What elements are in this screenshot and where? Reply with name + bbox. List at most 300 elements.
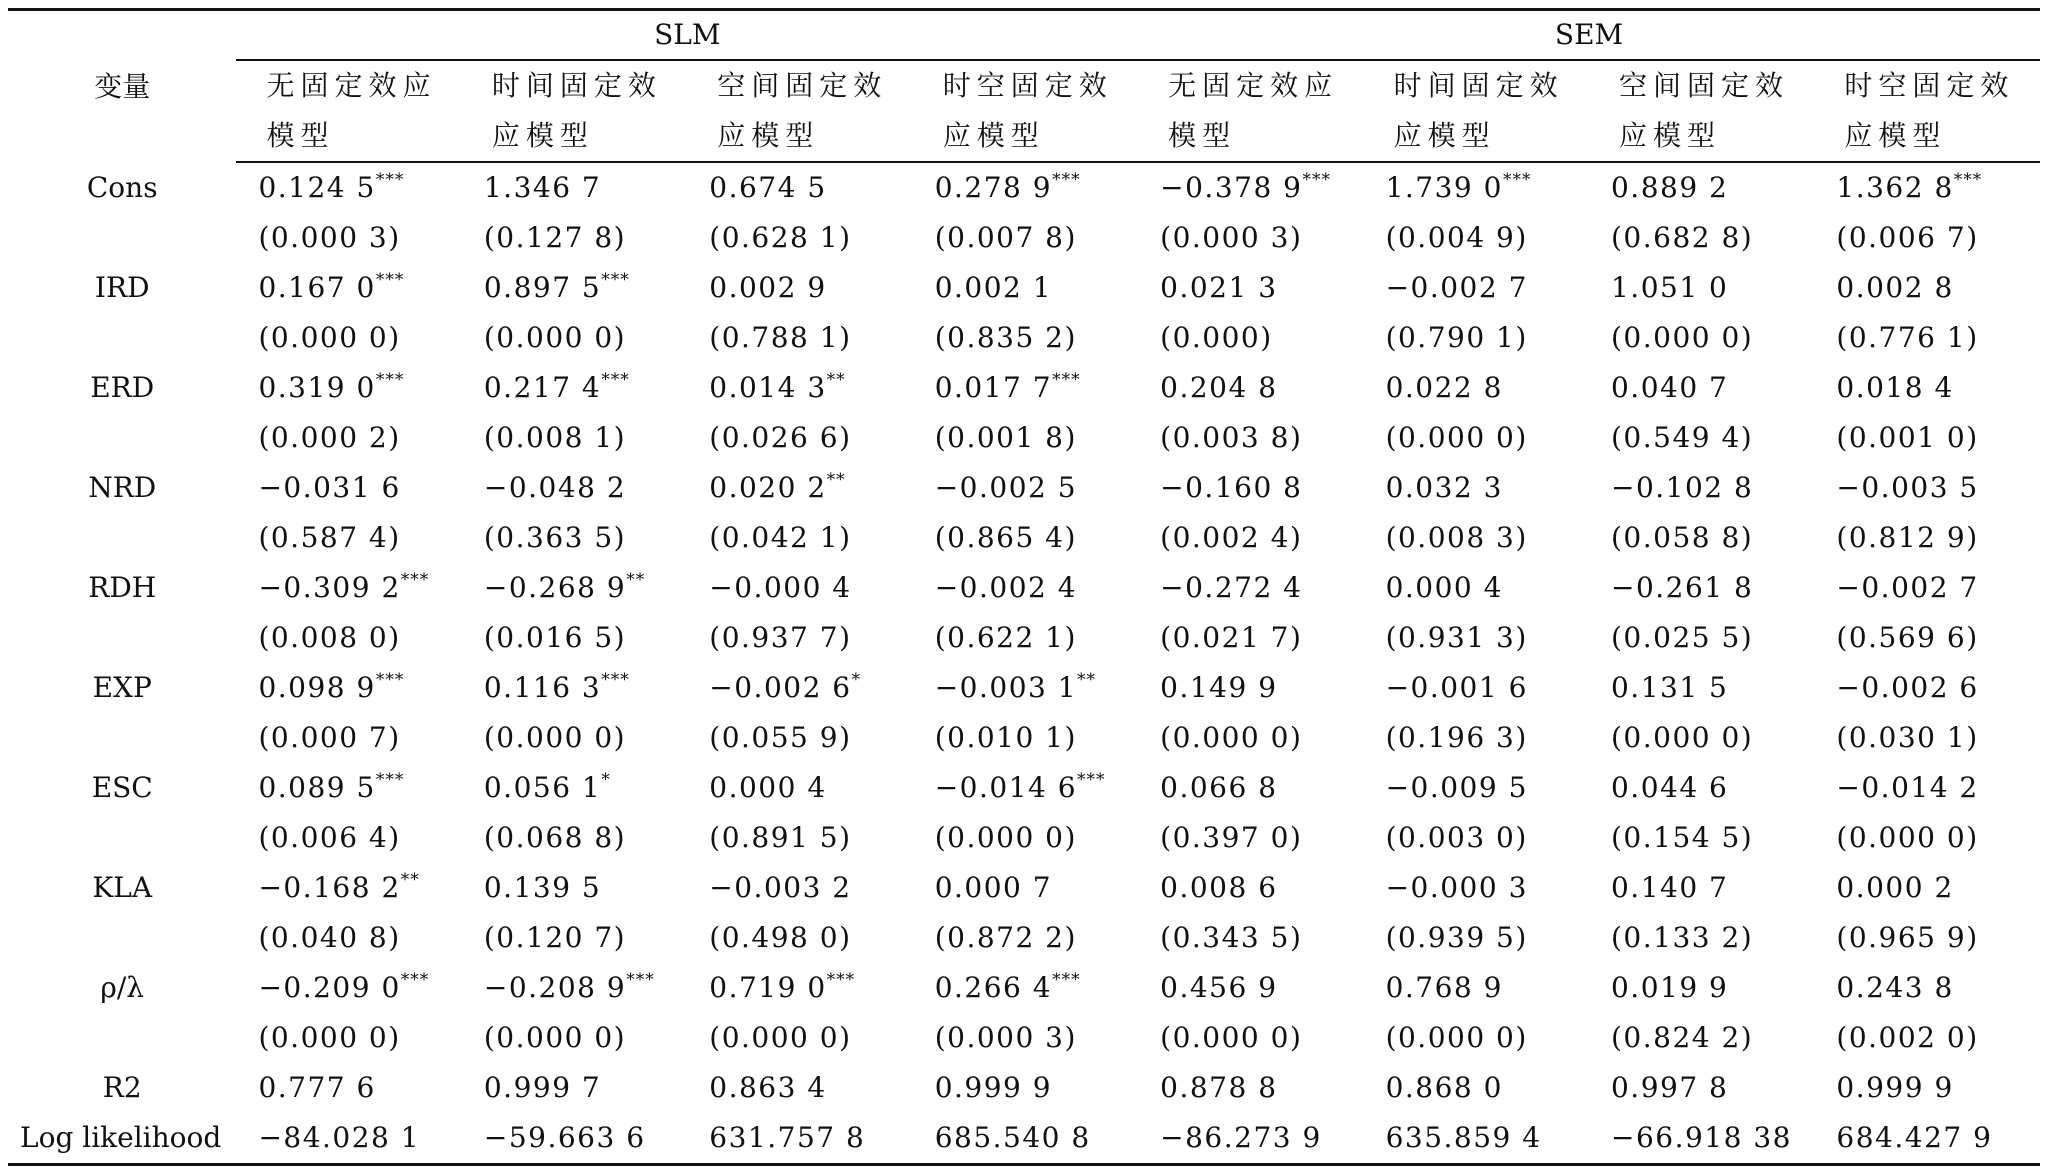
- coefficient-cell: [1589, 1063, 1814, 1113]
- pvalue-cell: (0.040 8): [258, 921, 401, 954]
- empty-variable-cell: [8, 413, 236, 463]
- model-header-row-line1: [8, 60, 2040, 111]
- pvalue-cell: (0.790 1): [1385, 321, 1528, 354]
- coefficient-value: −0.001 6: [1385, 671, 1528, 704]
- coefficient-cell: [687, 162, 912, 213]
- variable-name: Log likelihood: [8, 1113, 236, 1165]
- model-header-line1: 无固定效应: [266, 69, 437, 102]
- table-header: [8, 10, 2040, 163]
- coefficient-value: −0.002 7: [1385, 271, 1528, 304]
- coefficient-cell: [913, 763, 1138, 813]
- coefficient-value: 0.018 4: [1836, 371, 1954, 404]
- coefficient-value: −0.014 2: [1836, 771, 1979, 804]
- significance-stars: ***: [375, 370, 405, 390]
- coefficient-cell: [687, 463, 912, 513]
- coefficient-value: −0.048 2: [483, 471, 627, 504]
- empty-variable-cell: [8, 713, 236, 763]
- pvalue-cell: (0.788 1): [709, 321, 852, 354]
- coefficient-value: −0.003 5: [1836, 471, 1979, 504]
- coefficient-cell: [1814, 763, 2040, 813]
- empty-variable-cell: [8, 513, 236, 563]
- coefficient-cell: [913, 963, 1138, 1013]
- coefficient-value: −0.160 8: [1160, 471, 1303, 504]
- coefficient-cell: [1138, 663, 1363, 713]
- coefficient-value: 0.868 0: [1385, 1071, 1503, 1104]
- coefficient-cell: [1589, 663, 1814, 713]
- coefficient-value: −0.309 2: [258, 571, 401, 604]
- pvalue-cell: (0.120 7): [483, 921, 627, 954]
- pvalue-row: [8, 613, 2040, 663]
- pvalue-cell: (0.000 0): [709, 1021, 852, 1054]
- coefficient-value: −86.273 9: [1160, 1121, 1322, 1154]
- pvalue-cell: (0.939 5): [1385, 921, 1528, 954]
- coefficient-cell: [236, 763, 461, 813]
- coefficient-cell: [1364, 963, 1589, 1013]
- coefficient-value: −0.002 6: [709, 671, 852, 704]
- coefficient-value: 0.217 4: [483, 371, 602, 404]
- coefficient-cell: [687, 863, 912, 913]
- coefficient-value: 0.319 0: [258, 371, 376, 404]
- empty-variable-cell: [8, 613, 236, 663]
- variable-name: R2: [102, 1071, 142, 1104]
- coefficient-cell: [687, 1063, 912, 1113]
- sem-group-header: SEM: [1138, 10, 2040, 61]
- significance-stars: ***: [375, 670, 405, 690]
- significance-stars: ***: [400, 970, 430, 990]
- significance-stars: ***: [1077, 770, 1106, 790]
- significance-stars: ***: [826, 970, 856, 990]
- significance-stars: **: [400, 870, 420, 890]
- coefficient-cell: [1138, 963, 1363, 1013]
- coefficient-value: 684.427 9: [1836, 1121, 1993, 1154]
- coefficient-cell: [236, 1113, 461, 1165]
- coefficient-value: 0.040 7: [1610, 371, 1729, 404]
- coefficient-value: −0.102 8: [1610, 471, 1754, 504]
- pvalue-cell: (0.008 3): [1385, 521, 1528, 554]
- coefficient-cell: [1138, 162, 1363, 213]
- model-header-line2: 应模型: [1364, 111, 1589, 162]
- coefficient-cell: [236, 363, 461, 413]
- coefficient-value: 0.066 8: [1160, 771, 1278, 804]
- coefficient-value: 0.999 7: [483, 1071, 602, 1104]
- significance-stars: ***: [601, 370, 630, 390]
- pvalue-cell: (0.397 0): [1160, 821, 1303, 854]
- regression-results-table: [8, 8, 2040, 1166]
- pvalue-cell: (0.824 2): [1610, 1021, 1754, 1054]
- model-header-line1: 时间固定效: [491, 69, 662, 102]
- coefficient-value: 0.002 1: [934, 271, 1053, 304]
- pvalue-cell: (0.549 4): [1610, 421, 1754, 454]
- pvalue-cell: (0.003 0): [1385, 821, 1528, 854]
- coefficient-value: −0.003 1: [934, 671, 1078, 704]
- coefficient-cell: [236, 162, 461, 213]
- coefficient-value: −59.663 6: [483, 1121, 646, 1154]
- coefficient-value: −0.378 9: [1160, 171, 1303, 204]
- pvalue-cell: (0.000 0): [1385, 421, 1528, 454]
- pvalue-row: [8, 1013, 2040, 1063]
- coefficient-cell: [687, 1113, 912, 1165]
- coefficient-row: [8, 663, 2040, 713]
- pvalue-cell: (0.000 3): [1160, 221, 1303, 254]
- coefficient-cell: [462, 1113, 687, 1165]
- coefficient-cell: [1364, 863, 1589, 913]
- coefficient-cell: [462, 1063, 687, 1113]
- coefficient-cell: [1138, 463, 1363, 513]
- model-header-line2: 模型: [1138, 111, 1363, 162]
- coefficient-value: 0.131 5: [1610, 671, 1729, 704]
- pvalue-cell: (0.068 8): [483, 821, 627, 854]
- coefficient-cell: [462, 563, 687, 613]
- variable-name: NRD: [88, 471, 157, 504]
- model-header-line1: 时空固定效: [1844, 69, 2015, 102]
- coefficient-row: [8, 463, 2040, 513]
- coefficient-cell: [687, 363, 912, 413]
- coefficient-value: 631.757 8: [709, 1121, 866, 1154]
- coefficient-value: 0.008 6: [1160, 871, 1278, 904]
- coefficient-value: 0.032 3: [1385, 471, 1503, 504]
- pvalue-cell: (0.007 8): [934, 221, 1077, 254]
- pvalue-cell: (0.000 0): [1385, 1021, 1528, 1054]
- pvalue-cell: (0.006 4): [258, 821, 401, 854]
- coefficient-cell: [913, 162, 1138, 213]
- coefficient-value: −0.002 6: [1836, 671, 1979, 704]
- empty-variable-cell: [8, 313, 236, 363]
- pvalue-cell: (0.000 3): [258, 221, 401, 254]
- pvalue-cell: (0.004 9): [1385, 221, 1528, 254]
- pvalue-row: [8, 213, 2040, 263]
- significance-stars: ***: [375, 770, 405, 790]
- coefficient-value: −0.002 4: [934, 571, 1078, 604]
- significance-stars: **: [826, 370, 846, 390]
- pvalue-cell: (0.058 8): [1610, 521, 1754, 554]
- coefficient-cell: [1814, 1113, 2040, 1165]
- coefficient-value: 0.777 6: [258, 1071, 376, 1104]
- coefficient-cell: [1589, 162, 1814, 213]
- coefficient-value: 0.456 9: [1160, 971, 1278, 1004]
- pvalue-cell: (0.001 8): [934, 421, 1077, 454]
- pvalue-cell: (0.133 2): [1610, 921, 1754, 954]
- coefficient-value: 0.014 3: [709, 371, 827, 404]
- coefficient-cell: [1138, 763, 1363, 813]
- coefficient-value: −0.009 5: [1385, 771, 1528, 804]
- coefficient-cell: [1364, 463, 1589, 513]
- significance-stars: ***: [1302, 170, 1331, 190]
- coefficient-cell: [1589, 963, 1814, 1013]
- coefficient-value: 0.674 5: [709, 171, 827, 204]
- significance-stars: ***: [626, 970, 655, 990]
- significance-stars: ***: [375, 270, 405, 290]
- model-header-line1: 时间固定效: [1393, 69, 1564, 102]
- pvalue-cell: (0.000 0): [483, 1021, 627, 1054]
- coefficient-value: 0.021 3: [1160, 271, 1278, 304]
- pvalue-cell: (0.587 4): [258, 521, 401, 554]
- pvalue-row: [8, 413, 2040, 463]
- coefficient-cell: [462, 863, 687, 913]
- pvalue-row: [8, 313, 2040, 363]
- coefficient-cell: [1814, 663, 2040, 713]
- coefficient-value: 0.098 9: [258, 671, 376, 704]
- coefficient-value: −0.000 3: [1385, 871, 1528, 904]
- header-group-row: [8, 10, 2040, 61]
- significance-stars: ***: [1052, 370, 1081, 390]
- coefficient-value: 0.997 8: [1610, 1071, 1729, 1104]
- pvalue-cell: (0.008 0): [258, 621, 401, 654]
- pvalue-cell: (0.000 0): [258, 321, 401, 354]
- pvalue-cell: (0.002 0): [1836, 1021, 1979, 1054]
- coefficient-cell: [913, 563, 1138, 613]
- coefficient-value: −0.268 9: [483, 571, 627, 604]
- pvalue-cell: (0.865 4): [934, 521, 1077, 554]
- coefficient-value: 0.768 9: [1385, 971, 1503, 1004]
- coefficient-cell: [1138, 563, 1363, 613]
- coefficient-cell: [1364, 563, 1589, 613]
- coefficient-value: −0.208 9: [483, 971, 627, 1004]
- coefficient-value: 1.051 0: [1610, 271, 1729, 304]
- model-header-line1: 空间固定效: [717, 69, 888, 102]
- coefficient-value: 635.859 4: [1385, 1121, 1542, 1154]
- coefficient-row: [8, 563, 2040, 613]
- coefficient-value: 0.020 2: [709, 471, 827, 504]
- coefficient-cell: [687, 263, 912, 313]
- pvalue-cell: (0.000 2): [258, 421, 401, 454]
- significance-stars: ***: [1502, 170, 1532, 190]
- coefficient-value: 0.149 9: [1160, 671, 1278, 704]
- coefficient-cell: [1589, 463, 1814, 513]
- coefficient-cell: [1138, 1113, 1363, 1165]
- pvalue-cell: (0.000 0): [1610, 721, 1754, 754]
- model-header-line2: 应模型: [687, 111, 912, 162]
- coefficient-cell: [1814, 263, 2040, 313]
- pvalue-cell: (0.000 0): [258, 1021, 401, 1054]
- pvalue-cell: (0.021 7): [1160, 621, 1303, 654]
- coefficient-cell: [1364, 162, 1589, 213]
- empty-variable-cell: [8, 1013, 236, 1063]
- pvalue-cell: (0.025 5): [1610, 621, 1754, 654]
- coefficient-cell: [913, 863, 1138, 913]
- coefficient-value: 0.243 8: [1836, 971, 1954, 1004]
- significance-stars: *: [601, 770, 611, 790]
- coefficient-cell: [236, 263, 461, 313]
- coefficient-cell: [913, 463, 1138, 513]
- coefficient-value: −0.002 5: [934, 471, 1078, 504]
- coefficient-value: −0.261 8: [1610, 571, 1754, 604]
- model-header-line1: 空间固定效: [1618, 69, 1789, 102]
- pvalue-cell: (0.000 0): [1610, 321, 1754, 354]
- pvalue-cell: (0.000 7): [258, 721, 401, 754]
- coefficient-cell: [1814, 1063, 2040, 1113]
- coefficient-value: 0.897 5: [483, 271, 602, 304]
- coefficient-value: 0.139 5: [483, 871, 602, 904]
- pvalue-cell: (0.002 4): [1160, 521, 1303, 554]
- coefficient-cell: [687, 963, 912, 1013]
- coefficient-value: 0.167 0: [258, 271, 376, 304]
- pvalue-row: [8, 513, 2040, 563]
- coefficient-value: 0.124 5: [258, 171, 376, 204]
- coefficient-value: −66.918 38: [1610, 1121, 1792, 1154]
- coefficient-cell: [1589, 1113, 1814, 1165]
- variable-name: EXP: [92, 671, 152, 704]
- coefficient-cell: [687, 563, 912, 613]
- coefficient-row: [8, 363, 2040, 413]
- coefficient-value: 1.739 0: [1385, 171, 1503, 204]
- coefficient-cell: [1138, 363, 1363, 413]
- coefficient-value: 0.000 4: [1385, 571, 1503, 604]
- coefficient-cell: [687, 663, 912, 713]
- coefficient-value: 0.116 3: [483, 671, 602, 704]
- coefficient-cell: [913, 263, 1138, 313]
- coefficient-value: 0.019 9: [1610, 971, 1729, 1004]
- coefficient-value: 0.002 8: [1836, 271, 1954, 304]
- pvalue-cell: (0.812 9): [1836, 521, 1979, 554]
- pvalue-cell: (0.000 0): [1160, 1021, 1303, 1054]
- coefficient-value: −84.028 1: [258, 1121, 421, 1154]
- coefficient-value: −0.272 4: [1160, 571, 1303, 604]
- coefficient-value: −0.031 6: [258, 471, 401, 504]
- coefficient-cell: [1814, 463, 2040, 513]
- coefficient-value: 0.002 9: [709, 271, 827, 304]
- coefficient-cell: [1138, 1063, 1363, 1113]
- pvalue-cell: (0.937 7): [709, 621, 852, 654]
- pvalue-cell: (0.001 0): [1836, 421, 1979, 454]
- coefficient-value: −0.003 2: [709, 871, 852, 904]
- coefficient-value: −0.014 6: [934, 771, 1078, 804]
- pvalue-cell: (0.965 9): [1836, 921, 1979, 954]
- coefficient-value: 0.017 7: [934, 371, 1053, 404]
- coefficient-cell: [236, 463, 461, 513]
- pvalue-cell: (0.000 0): [1836, 821, 1979, 854]
- pvalue-cell: (0.010 1): [934, 721, 1077, 754]
- model-header-line2: 模型: [236, 111, 461, 162]
- pvalue-cell: (0.042 1): [709, 521, 852, 554]
- pvalue-cell: (0.622 1): [934, 621, 1077, 654]
- pvalue-cell: (0.000 3): [934, 1021, 1077, 1054]
- pvalue-cell: (0.000 0): [483, 721, 627, 754]
- coefficient-cell: [913, 663, 1138, 713]
- coefficient-value: 0.878 8: [1160, 1071, 1278, 1104]
- coefficient-row: [8, 863, 2040, 913]
- variable-name: KLA: [92, 871, 153, 904]
- coefficient-cell: [462, 963, 687, 1013]
- significance-stars: *: [851, 670, 862, 690]
- variable-name: Cons: [86, 170, 158, 204]
- pvalue-cell: (0.196 3): [1385, 721, 1528, 754]
- coefficient-value: 0.000 2: [1836, 871, 1954, 904]
- coefficient-value: −0.168 2: [258, 871, 401, 904]
- coefficient-value: 1.362 8: [1836, 171, 1954, 204]
- coefficient-cell: [462, 363, 687, 413]
- coefficient-cell: [913, 1113, 1138, 1165]
- coefficient-cell: [1814, 162, 2040, 213]
- pvalue-cell: (0.055 9): [709, 721, 852, 754]
- coefficient-cell: [1364, 263, 1589, 313]
- significance-stars: ***: [1052, 170, 1081, 190]
- model-header-line2: 应模型: [913, 111, 1138, 162]
- pvalue-cell: (0.000 0): [934, 821, 1077, 854]
- coefficient-cell: [462, 162, 687, 213]
- significance-stars: ***: [400, 570, 430, 590]
- coefficient-value: 0.999 9: [1836, 1071, 1954, 1104]
- coefficient-value: 0.204 8: [1160, 371, 1278, 404]
- pvalue-cell: (0.891 5): [709, 821, 852, 854]
- significance-stars: ***: [1953, 170, 1983, 190]
- coefficient-cell: [462, 663, 687, 713]
- coefficient-cell: [462, 263, 687, 313]
- pvalue-cell: (0.835 2): [934, 321, 1077, 354]
- model-header-line2: 应模型: [1589, 111, 1814, 162]
- coefficient-cell: [236, 863, 461, 913]
- coefficient-cell: [1589, 563, 1814, 613]
- empty-variable-cell: [8, 813, 236, 863]
- coefficient-row: [8, 1063, 2040, 1113]
- coefficient-cell: [1364, 1113, 1589, 1165]
- significance-stars: ***: [375, 170, 405, 190]
- variable-name: ESC: [91, 771, 153, 804]
- variable-name: IRD: [94, 271, 150, 304]
- coefficient-cell: [236, 663, 461, 713]
- coefficient-value: 0.889 2: [1610, 171, 1729, 204]
- empty-variable-cell: [8, 213, 236, 263]
- coefficient-cell: [687, 763, 912, 813]
- model-header-line1: 时空固定效: [942, 69, 1113, 102]
- coefficient-cell: [236, 563, 461, 613]
- pvalue-cell: (0.776 1): [1836, 321, 1979, 354]
- coefficient-cell: [1814, 363, 2040, 413]
- pvalue-cell: (0.628 1): [709, 221, 852, 254]
- coefficient-value: −0.000 4: [709, 571, 852, 604]
- coefficient-value: 0.999 9: [934, 1071, 1053, 1104]
- coefficient-cell: [1138, 263, 1363, 313]
- variable-name: ERD: [90, 371, 155, 404]
- coefficient-cell: [1589, 763, 1814, 813]
- empty-variable-cell: [8, 913, 236, 963]
- pvalue-cell: (0.006 7): [1836, 221, 1979, 254]
- pvalue-cell: (0.343 5): [1160, 921, 1303, 954]
- pvalue-cell: (0.682 8): [1610, 221, 1754, 254]
- coefficient-cell: [1364, 663, 1589, 713]
- coefficient-cell: [913, 1063, 1138, 1113]
- coefficient-value: 0.000 7: [934, 871, 1053, 904]
- table-body: [8, 162, 2040, 1165]
- coefficient-value: 0.056 1: [483, 771, 602, 804]
- coefficient-cell: [1589, 263, 1814, 313]
- coefficient-value: 0.863 4: [709, 1071, 827, 1104]
- pvalue-cell: (0.363 5): [483, 521, 627, 554]
- coefficient-value: −0.002 7: [1836, 571, 1979, 604]
- significance-stars: **: [826, 470, 846, 490]
- pvalue-row: [8, 913, 2040, 963]
- pvalue-cell: (0.498 0): [709, 921, 852, 954]
- coefficient-cell: [236, 1063, 461, 1113]
- coefficient-cell: [462, 463, 687, 513]
- pvalue-row: [8, 813, 2040, 863]
- model-header-row-line2: [8, 111, 2040, 162]
- coefficient-value: 0.044 6: [1610, 771, 1729, 804]
- coefficient-value: 0.266 4: [934, 971, 1053, 1004]
- coefficient-value: 685.540 8: [934, 1121, 1091, 1154]
- coefficient-value: 1.346 7: [483, 171, 602, 204]
- coefficient-cell: [1814, 863, 2040, 913]
- variable-name: RDH: [88, 571, 157, 604]
- model-header-line1: 无固定效应: [1168, 69, 1339, 102]
- coefficient-value: 0.719 0: [709, 971, 827, 1004]
- coefficient-value: 0.140 7: [1610, 871, 1729, 904]
- slm-group-header: SLM: [236, 10, 1138, 61]
- pvalue-cell: (0.000 0): [483, 321, 627, 354]
- coefficient-cell: [462, 763, 687, 813]
- coefficient-row: [8, 1113, 2040, 1165]
- coefficient-value: 0.000 4: [709, 771, 827, 804]
- coefficient-cell: [1138, 863, 1363, 913]
